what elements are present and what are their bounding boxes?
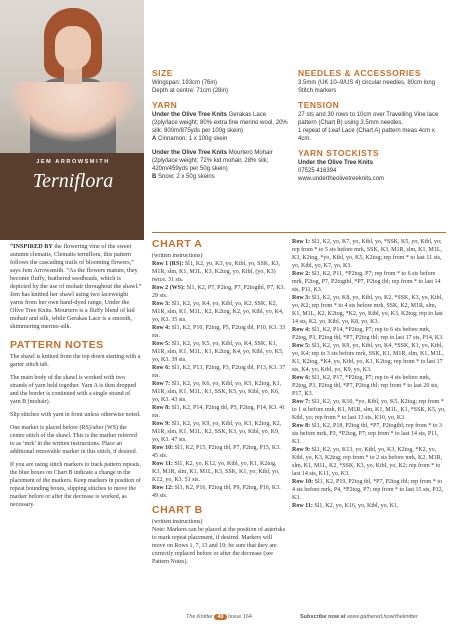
pattern-title: Terniflora: [32, 170, 114, 192]
issue-number: Issue 164: [228, 614, 252, 620]
instruction-row: Row 5: Sl1, K2, yo, K5, yo, Ktbl, yo, K4, SSK, K1, M1R, slm, K1, M1L, K1, K2tog, K4, yo, Ktbl, yo, K5, yo, K3. 39 sts.: [152, 341, 284, 363]
yarn-1: Under the Olive Tree Knits Gerakas Lace (2ply/lace weight; 80% extra fine merino wool, 20% silk; 800m/875yds per 100g skein): [152, 112, 288, 134]
needles-line: 3.5mm (UK 10–9/US 4) circular needles, 80cm long: [298, 80, 436, 86]
tension-line: 27 sts and 30 rows to 10cm over Travelling Vine lace pattern (Chart B) using 3.5mm needles.: [298, 112, 439, 126]
size-yarn-column: [152, 68, 290, 186]
magazine-name: The Knitter: [186, 614, 213, 620]
instruction-row: Row 9: Sl1, K2, yo, K9, yo, Ktbl, yo, K3, K2tog, K2, M1R, slm, K1, M1L, K2, SSK, K3, yo, Ktbl, yo, K9, yo, K3. 47 sts.: [152, 421, 282, 443]
chart-b-sub: (written instructions): [152, 519, 203, 525]
instruction-row: Row 1: Sl1, K2, yo, K7, yo, Ktbl, yo, *SSK, K5, yo, Ktbl, yo; rep from * to 5 sts before mrk, SSK, K3, M1R, slm, K1, M1L, K3, K2tog, *yo, Ktbl, yo, K5, K2tog; rep from * to last 11 sts, yo, Ktbl, yo, K7, yo, K3.: [292, 239, 442, 269]
instruction-row: Row 7: Sl1, K2, yo, K6, yo, Ktbl, yo, K5, K2tog, K1, M1R, slm, K1, M1L, K1, SSK, K5, yo, Ktbl, yo, K6, yo, K3. 43 sts.: [152, 381, 282, 403]
instruction-row: Row 11: Sl1, K2, yo, K12, yo, Ktbl, yo, K1, K2tog, K3, M1R, slm, K1, M1L, K3, SSK, K1, yo, Ktbl, yo, K12, yo, K3. 51 sts.: [152, 461, 280, 483]
yarn-heading: YARN: [152, 100, 178, 110]
instruction-row: Row 8: Sl1, K2, P18, P2tog tbl, *P7, P2togtbl; rep from * to 3 sts before mrk, P3, *P2tog, P7; rep from * to last 14 sts, P11, K3.: [292, 423, 443, 445]
pattern-note: If you are using stitch markers to track pattern repeats, the blue boxes on Chart B indicate a change in the placement of the markers. Keep markers in position of repeat bounding boxes, slipping stitches to move the marker before or after the decrease is worked, as necessary.: [10, 462, 141, 508]
instruction-row: Row 8: Sl1, K2, P14, P2tog tbl, P5, P2tog, P14, K3. 41 sts.: [152, 405, 286, 419]
needles-line: Stitch markers: [298, 88, 337, 94]
divider: [152, 232, 446, 233]
instruction-row: Row 10: Sl1, K2, P19, P2tog tbl, *P7, P2tog tbl; rep from * to 4 sts before mrk, P4, *P2tog, P7; rep from * to last 15 sts, P12, K3.: [292, 479, 444, 501]
subscribe-label: Subscribe now at: [300, 614, 346, 620]
size-line: Depth at centre: 71cm (28in): [152, 88, 229, 94]
pattern-note: The shawl is knitted from the top down starting with a garter stitch tab.: [10, 354, 141, 368]
instruction-row: Row 2 (WS): Sl1, K2, P7, P2tog, P7, P2togtbl, P7, K3. 29 sts.: [152, 285, 286, 299]
instruction-row: Row 11: Sl1, K2, yo, K16, yo, Ktbl, yo, K1,: [292, 503, 399, 509]
stockist-url[interactable]: www.undertheolivetreeknits.com: [298, 176, 385, 182]
size-line: Wingspan: 193cm (76in): [152, 80, 218, 86]
pattern-note: Slip stitches with yarn in front unless otherwise noted.: [10, 412, 141, 418]
instruction-row: Row 5: Sl1, K2, yo, K9, yo, Ktbl, yo, K4, *SSK, K1, yo, Ktbl, yo, K4; rep to 3 sts before mrk, SSK, K1, M1R, slm, K1, M1L, K1, K2tog, *K4, yo, Ktbl, yo, K1, K2tog; rep from * to last 17 sts, K4, yo, Ktbl, yo, K9, yo, K3.: [292, 343, 444, 373]
chart-b-heading: CHART B: [152, 504, 203, 516]
stockist-name: Under the Olive Tree Knits: [298, 160, 374, 166]
instruction-row: Row 12: Sl1, K2, P16, P2tog tbl, P9, P2tog, P16, K3. 49 sts.: [152, 485, 281, 499]
instruction-row: Row 6: Sl1, K2, P17, *P2tog, P7; rep to 4 sts before mrk, P2tog, P3, P2tog tbl, *P7, P2tog tbl; rep from * to last 20 sts, P17, K3.: [292, 375, 439, 397]
pattern-notes-heading: PATTERN NOTES: [10, 339, 104, 351]
intro-column: [10, 243, 142, 514]
chart-b-note: Note: Markers can be placed at the position of asterisks to mark repeat placement, if desired. Markers will move on Rows 1, 7, 13 and 19; be sure that they are correctly replaced before or after the decrease (see Pattern Notes).: [152, 527, 286, 565]
instruction-row: Row 4: Sl1, K2, P10, P2tog, P5, P2tog tbl, P10, K3. 33 sts.: [152, 325, 286, 339]
instruction-row: Row 7: Sl1, K2, yo, K10, *yo, Ktbl, yo, K5, K2tog; rep from * to 1 st before mrk, K1, M1R, slm, K1, M1L, K1, *SSK, K5, yo, Ktbl, yo; rep from * to last 13 sts, K10, yo, K3.: [292, 399, 446, 421]
needles-heading: NEEDLES & ACCESSORIES: [298, 68, 422, 78]
chart-a-rows: [152, 260, 286, 500]
instruction-row: Row 3: Sl1, K2, yo, K8, yo, Ktbl, yo, K2, *SSK, K3, yo, Ktbl, yo, K2; rep from * to 4 sts before mrk, SSK, K2, M1R, slm, K1, M1L, K2, K2tog, *K2, yo, Ktbl, yo, K3, K2tog; rep to last 14 sts, K2, yo, Ktbl, yo, K8, yo, K3.: [292, 295, 443, 325]
instruction-row: Row 6: Sl1, K2, P13, P2tog, P3, P2tog tbl, P13, K3. 37 sts.: [152, 365, 286, 379]
designer-name: JEM ARROWSMITH: [36, 159, 110, 165]
pattern-photo: [0, 0, 144, 153]
instruction-row: Row 9: Sl1, K2, yo, K13, yo, Ktbl, yo, K3, K2tog, *K2, yo, Ktbl, yo, K3, K2tog; rep from * to 2 sts before mrk, K2, M1R, slm, K1, M1L, K2, *SSK, K3, yo, Ktbl, yo, K2; rep from * to last 14 sts, K11, yo, K3.: [292, 447, 443, 477]
tension-line: 1 repeat of Leaf Lace (Chart A) pattern meas 4cm x 4cm.: [298, 128, 435, 142]
subscribe-url[interactable]: www.gathered.how/theknitter: [347, 614, 418, 620]
chart-b-rows: [292, 238, 446, 510]
stockists-heading: YARN STOCKISTS: [298, 148, 380, 158]
tension-heading: TENSION: [298, 100, 340, 110]
needles-tension-column: [298, 68, 446, 188]
chart-a-sub: (written instructions): [152, 253, 203, 259]
intro-text: “INSPIRED BY the flowering vine of the sweet autumn clematis, Clematis terniflora, this pattern follows the cascading trails of blooming flowers,” says Jem Arrowsmith. “As the flowers mature, they become fluffy, feathered seedheads, which is depicted by the use of mohair throughout the shawl.” Jem has knitted her shawl using two laceweight yarns from her own hand-dyed range, Under the Olive Tree Knits. Mourtero is a fluffy blend of kid mohair and silk, while Gerakas Lace is a smooth, shimmering merino-silk.: [10, 243, 142, 330]
pattern-note: One marker is placed before (RS)/after (WS) the centre stitch of the shawl. This is the marker referred to as ‘mrk’ in the written instructions. Place an additional removable marker in this stitch, if desired.: [10, 425, 138, 455]
chart-b-column: [292, 238, 446, 510]
yarn-1-colour: A Cinnamon; 1 x 100g skein: [152, 136, 228, 142]
yarn-2: Under the Olive Tree Knits Mourtero Mohair (2ply/lace weight; 72% kid mohair, 28% silk; 420m/459yds per 50g skein): [152, 150, 273, 172]
size-heading: SIZE: [152, 68, 173, 78]
title-banner: [0, 153, 144, 240]
chart-a-heading: CHART A: [152, 238, 203, 250]
pattern-note: The main body of the shawl is worked with two strands of yarn held together. Yarn A is then dropped and the border is continued with a single strand of yarn B (mohair).: [10, 375, 137, 405]
page-number: 40: [214, 614, 226, 620]
instruction-row: Row 2: Sl1, K2, P11, *P2tog, P7; rep from * to 6 sts before mrk, P2tog, P7, P2togtbl, *P7, P2tog tbl; rep from * to last 14 sts, P11, K3.: [292, 271, 441, 293]
instruction-row: Row 10: Sl1, K2, P15, P2tog tbl, P7, P2tog, P15, K3. 45 sts.: [152, 445, 281, 459]
yarn-2-colour: B Snow; 2 x 50g skeins: [152, 174, 215, 180]
stockist-phone: 07525 416394: [298, 168, 337, 174]
instruction-row: Row 1 (RS): Sl1, K2, yo, K3, yo, Ktbl, yo, SSK, K3, M1R, slm, K1, M1L, K3, K2tog, yo, Ktbl, (yo, K3) twice. 31 sts.: [152, 261, 281, 283]
instruction-row: Row 4: Sl1, K2, P14, *P2tog, P7; rep to 6 sts before mrk, P2tog, P3, P2tog tbl, *P7, P2tog tbl; rep to last 17 sts, P14, K3.: [292, 327, 444, 341]
instruction-row: Row 3: Sl1, K2, yo, K4, yo, Ktbl, yo, K2, SSK, K2, M1R, slm, K1, M1L, K2, K2tog, K2, yo, Ktbl, yo, K4, yo, K3. 35 sts.: [152, 301, 284, 323]
chart-a-column: [152, 238, 286, 566]
